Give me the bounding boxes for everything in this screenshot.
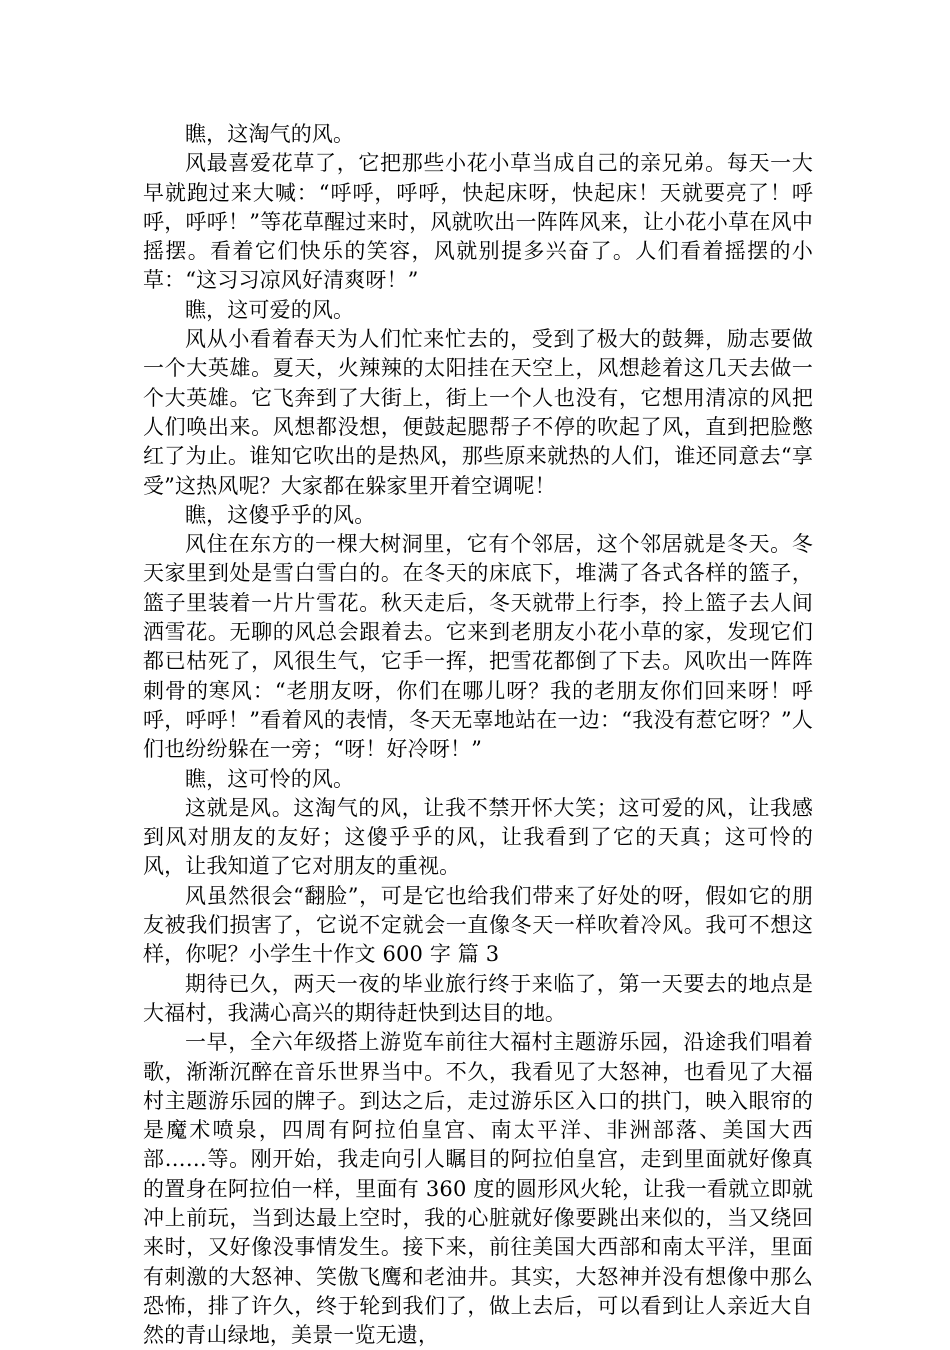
paragraph: 瞧，这淘气的风。 [185, 122, 355, 146]
paragraph: 风住在东方的一棵大树洞里，它有个邻居，这个邻居就是冬天。冬天家里到处是雪白雪白的。在冬天的床底下，堆满了各式各样的篮子，篮子里装着一片片雪花。秋天走后，冬天就带上行李，拎上篮子去人间洒雪花。无聊的风总会跟着去。它来到老朋友小花小草的家，发现它们都已枯死了，风很生气，它手一挥，把雪花都倒了下去。风吹出一阵阵刺骨的寒风：“老朋友呀，你们在哪儿呀？我的老朋友你们回来呀！呼呼，呼呼！”看着风的表情，冬天无辜地站在一边：“我没有惹它呀？”人们也纷纷躲在一旁；“呀！好冷呀！” [143, 532, 813, 762]
paragraph: 瞧，这可怜的风。 [185, 766, 355, 791]
paragraph: 瞧，这傻乎乎的风。 [185, 502, 376, 527]
paragraph: 瞧，这可爱的风。 [185, 297, 355, 322]
paragraph: 一早，全六年级搭上游览车前往大福村主题游乐园，沿途我们唱着歌，渐渐沉醉在音乐世界当中。不久，我看见了大怒神，也看见了大福村主题游乐园的牌子。到达之后，走过游乐区入口的拱门，映入眼帘的是魔术喷泉，四周有阿拉伯皇宫、南太平洋、非洲部落、美国大西部……等。刚开始，我走向引人瞩目的阿拉伯皇宫，走到里面就好像真的置身在阿拉伯一样，里面有 360 度的圆形风火轮，让我一看就立即就冲上前玩，当到达最上空时，我的心脏就好像要跳出来似的，当又绕回来时，又好像没事情发生。接下来，前往美国大西部和南太平洋，里面有刺激的大怒神、笑傲飞鹰和老油井。其实，大怒神并没有想像中那么恐怖，排了许久，终于轮到我们了，做上去后，可以看到让人亲近大自然的青山绿地，美景一览无遗， [143, 1030, 813, 1348]
paragraph: 风虽然很会“翻脸”，可是它也给我们带来了好处的呀，假如它的朋友被我们损害了，它说不定就会一直像冬天一样吹着冷风。我可不想这样，你呢？小学生十作文 600 字 篇 3 [143, 883, 813, 967]
paragraph: 风从小看着春天为人们忙来忙去的，受到了极大的鼓舞，励志要做一个大英雄。夏天，火辣辣的太阳挂在天空上，风想趁着这几天去做一个大英雄。它飞奔到了大街上，街上一个人也没有，它想用清凉的风把人们唤出来。风想都没想，便鼓起腮帮子不停的吹起了风，直到把脸憋红了为止。谁知它吹出的是热风，那些原来就热的人们，谁还同意去“享受”这热风呢？大家都在躲家里开着空调呢！ [143, 327, 813, 498]
paragraph: 这就是风。这淘气的风，让我不禁开怀大笑；这可爱的风，让我感到风对朋友的友好；这傻乎乎的风，让我看到了它的天真；这可怜的风，让我知道了它对朋友的重视。 [143, 795, 813, 879]
document-page [143, 120, 813, 1350]
paragraph: 期待已久，两天一夜的毕业旅行终于来临了，第一天要去的地点是大福村，我满心高兴的期待赶快到达目的地。 [143, 971, 813, 1025]
paragraph: 风最喜爱花草了，它把那些小花小草当成自己的亲兄弟。每天一大早就跑过来大喊：“呼呼，呼呼，快起床呀，快起床！天就要亮了！呼呼，呼呼！”等花草醒过来时，风就吹出一阵阵风来，让小花小草在风中摇摆。看着它们快乐的笑容，风就别提多兴奋了。人们看着摇摆的小草：“这习习凉风好清爽呀！” [143, 151, 813, 293]
